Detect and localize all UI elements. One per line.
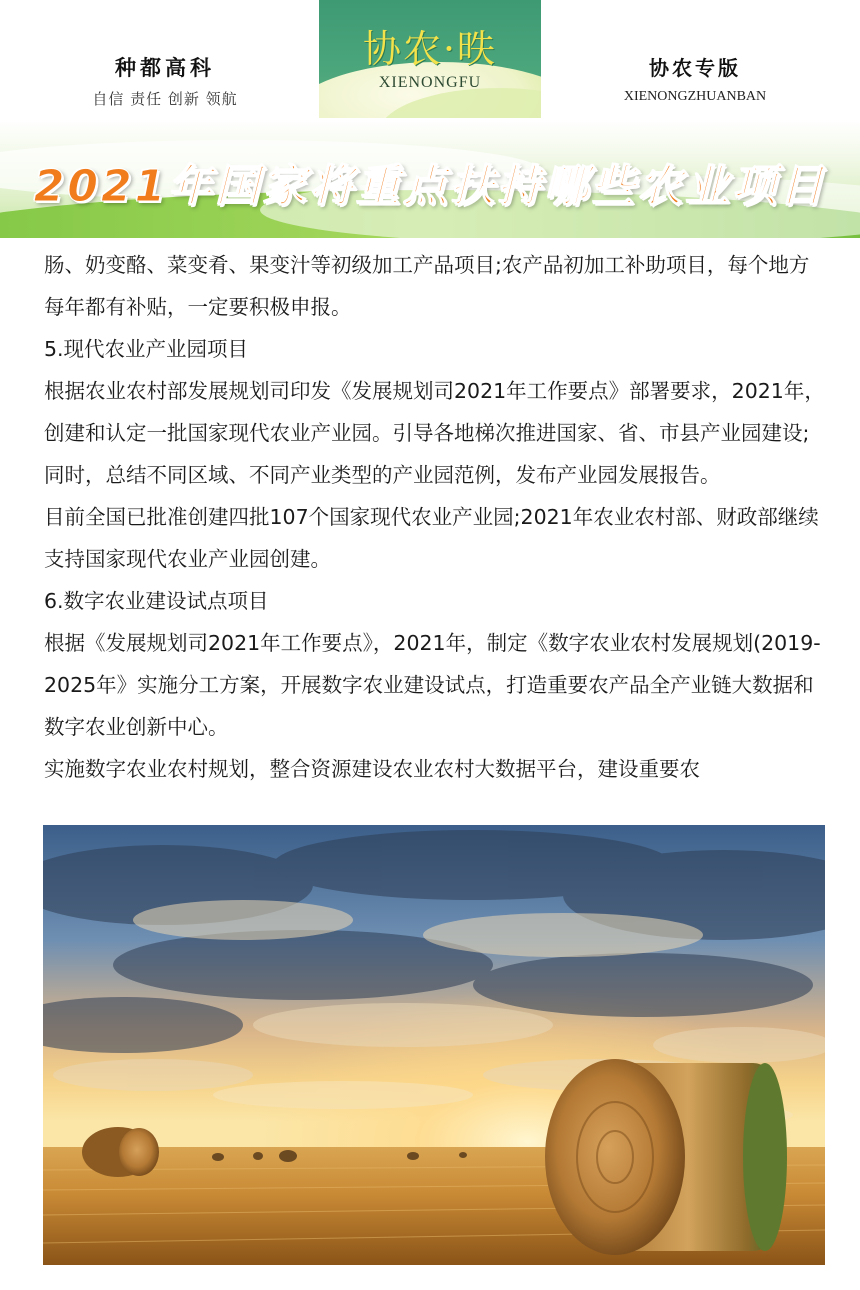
article-paragraph: 根据《发展规划司2021年工作要点》，2021年，制定《数字农业农村发展规划(2019-2025年》实施分工方案，开展数字农业建设试点，打造重要农产品全产业链大数据和数字农业创新中心。 — [44, 631, 821, 739]
section-heading: 6.数字农业建设试点项目 — [44, 589, 269, 613]
right-brand-pinyin: XIENONGZHUANBAN — [623, 89, 767, 104]
left-brand-name: 种都高科 — [115, 55, 215, 80]
hay-bales-photo — [43, 825, 825, 1265]
section-heading: 5.现代农业产业园项目 — [44, 337, 249, 361]
masthead-title: 协农·昳 — [362, 27, 498, 71]
right-brand — [590, 52, 800, 105]
title-banner — [0, 120, 860, 238]
banner-title: 2021年国家将重点扶持哪些农业项目 — [33, 161, 827, 212]
masthead-subtitle: XIENONGFU — [378, 74, 482, 91]
masthead-logo — [319, 0, 541, 118]
article-paragraph: 肠、奶变酪、菜变肴、果变汁等初级加工产品项目;农产品初加工补助项目，每个地方每年都有补贴，一定要积极申报。 — [44, 253, 810, 319]
article-paragraph: 目前全国已批准创建四批107个国家现代农业产业园;2021年农业农村部、财政部继续支持国家现代农业产业园创建。 — [44, 505, 819, 571]
right-brand-name: 协农专版 — [649, 56, 741, 80]
left-brand — [60, 52, 270, 109]
hay-bales-illustration — [43, 825, 825, 1265]
article-body — [44, 244, 828, 790]
article-paragraph: 实施数字农业农村规划，整合资源建设农业农村大数据平台，建设重要农 — [44, 757, 700, 781]
left-brand-slogan: 自信 责任 创新 领航 — [92, 90, 238, 108]
article-paragraph: 根据农业农村部发展规划司印发《发展规划司2021年工作要点》部署要求，2021年，创建和认定一批国家现代农业产业园。引导各地梯次推进国家、省、市县产业园建设;同时，总结不同区域、不同产业类型的产业园范例，发布产业园发展报告。 — [44, 379, 825, 487]
page-header — [0, 0, 860, 120]
